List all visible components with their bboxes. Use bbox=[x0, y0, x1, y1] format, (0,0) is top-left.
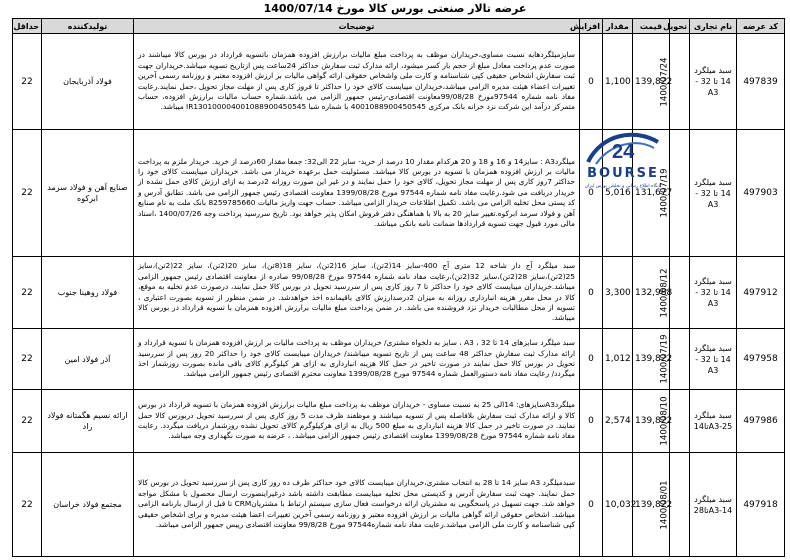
cell-code: 497839 bbox=[737, 34, 785, 130]
cell-symbol: سبد میلگرد A3-14تا28 bbox=[690, 453, 737, 557]
delivery-date: 1400/07/24 bbox=[659, 57, 670, 106]
cell-producer: ارائه نسیم هگمتانه فولاد راد bbox=[42, 390, 134, 453]
header-price: قیمت bbox=[633, 19, 670, 34]
cell-price: 139,822 bbox=[633, 390, 670, 453]
delivery-date: 1400/07/19 bbox=[659, 334, 670, 384]
cell-symbol: سبد میلگرد 14 تا 32 - A3 bbox=[690, 130, 737, 257]
cell-price: 131,677 bbox=[633, 130, 670, 257]
cell-increase: 0 bbox=[580, 34, 603, 130]
cell-delivery bbox=[659, 390, 690, 453]
watermark-subtitle: پایگاه اطلاع رسانی و تحلیلی بورس ایران bbox=[584, 184, 662, 189]
bourse-logo-icon bbox=[582, 128, 664, 168]
cell-producer: مجتمع فولاد خراسان bbox=[42, 453, 134, 557]
header-code: کد عرضه bbox=[737, 19, 785, 34]
watermark-brand: BOURSE bbox=[587, 166, 659, 181]
cell-quantity: 5,016 bbox=[603, 130, 633, 257]
cell-increase: 0 bbox=[580, 390, 603, 453]
cell-delivery bbox=[659, 257, 690, 329]
cell-quantity: 10,032 bbox=[603, 453, 633, 557]
cell-description: میلگردA3 : سایز14 و 16 و 18 و 20 هرکدام مقدار 10 درصد از خرید- سایز 22 الی32: جمعا مقدار 60درصد از خرید. خریدار ملزم به پرداخت مالیات بر ارزش افزوده همزمان با تسویه در بورس کالا میباشد. مسئولیت حمل برعهده خریدار می باشد. خریداران میبایست کالای خود را حداکثر 7روز کاری پس از مهلت مجاز تحویل، کالای خود را حمل نمایند و در غیر این صورت روزانه 2درصد به ازای ارزش کالای حمل نشده از خریدار دریافت می شود.رعایت مفاد نامه شماره 97544 مورخ 1399/08/28 معاونت اقتصادی رئیس جمهور الزامی می باشد. تطابق آدرس و کد پستی محل تخلیه الزامی می باشد. تکمیل اطلاعات خریدار الزامی میباشد. حساب جهت واریز مالیات 8259785660 بانک ملت به نام صنایع آهن و فولاد سرمد ابرکوه.تغییر سایز 20 به بالا با هماهنگی دفتر فروش امکان پذیر خواهد بود. تاریخ سررسید پرداخت وجه 1400/07/26 ،اسناد مالی مورد قبول جهت تسویه قراردادها ضمانت نامه بانکی میباشد. bbox=[134, 130, 580, 257]
cell-description: سبد میلگرد سایزهای 14 تا 32 ، A3 ، سایز به دلخواه مشتری/ خریداران موظف به پرداخت مالیات بر ارزش افزوده همزمان با تسویه قرارداد و ارائه مدارک ثبت سفارش حداکثر 48 ساعت پس از تاریخ تسویه میباشند/ خریداران میبایست کالای خود را حداکثر 20 روز پس از سررسید تحویل در بورس کالا حمل نمایند در صورت تاخیر در حمل کالا هزینه انبارداری به ازای هر کیلوگرم کالای باقی مانده بصورت روزشمار اخذ میگردد/ رعایت مفاد نامه دستورالعمل شماره 97544 مورخ 1399/08/28 معاونت محترم اقتصادی رئیس جمهور الزامی میباشد. bbox=[134, 329, 580, 390]
svg-text:24: 24 bbox=[612, 141, 635, 163]
cell-increase: 0 bbox=[580, 257, 603, 329]
cell-increase: 0 bbox=[580, 453, 603, 557]
cell-min: 22 bbox=[13, 453, 42, 557]
cell-code: 497903 bbox=[737, 130, 785, 257]
delivery-date: 1400/08/12 bbox=[659, 268, 670, 317]
table-row bbox=[13, 390, 785, 453]
cell-price: 139,822 bbox=[633, 329, 670, 390]
cell-symbol: سبد میلگرد 14 تا 32 - A3 bbox=[690, 329, 737, 390]
cell-quantity: 1,012 bbox=[603, 329, 633, 390]
table-row bbox=[13, 257, 785, 329]
header-symbol: نام تجاری bbox=[690, 19, 737, 34]
header-increase: افزایش bbox=[580, 19, 603, 34]
delivery-date: 1400/08/10 bbox=[659, 396, 670, 446]
cell-symbol: سبد میلگرد A3-25تا14 bbox=[690, 390, 737, 453]
cell-min: 22 bbox=[13, 390, 42, 453]
cell-increase: 0 bbox=[580, 329, 603, 390]
cell-producer: آذر فولاد امین bbox=[42, 329, 134, 390]
header-min: حداقل bbox=[13, 19, 42, 34]
table-row bbox=[13, 34, 785, 130]
header-producer: تولیدکننده bbox=[42, 19, 134, 34]
cell-min: 22 bbox=[13, 329, 42, 390]
cell-min: 22 bbox=[13, 257, 42, 329]
table-row bbox=[13, 453, 785, 557]
cell-code: 497912 bbox=[737, 257, 785, 329]
cell-producer: فولاد روهینا جنوب bbox=[42, 257, 134, 329]
page-title: عرضه تالار صنعتی بورس کالا مورخ 1400/07/14 bbox=[263, 2, 527, 15]
header-quantity: مقدار bbox=[603, 19, 633, 34]
cell-producer: فولاد آذربایجان bbox=[42, 34, 134, 130]
cell-quantity: 2,574 bbox=[603, 390, 633, 453]
table-header bbox=[13, 19, 785, 34]
delivery-date: 1400/07/19 bbox=[659, 168, 670, 218]
cell-price: 139,822 bbox=[633, 34, 670, 130]
cell-symbol: سبد میلگرد 14 تا 32 - A3 bbox=[690, 257, 737, 329]
cell-code: 497918 bbox=[737, 453, 785, 557]
cell-code: 497958 bbox=[737, 329, 785, 390]
header-delivery: تحویل bbox=[670, 19, 690, 34]
table-row bbox=[13, 329, 785, 390]
offerings-table bbox=[12, 18, 785, 557]
cell-description: میلگردA3سایزهای: 14الی 25 به نسبت مساوی - خریداران موظف به پرداخت مبلغ مالیات برارزش افزوده همزمان با تسویه قرارداد در بورس کالا و ارائه مدارک ثبت سفارش بلافاصله پس از تسویه میباشند و موظفند ظرف مدت 5 روز کاری پس از سررسید تحویل دربورس کالا حمل نمایند. در صورت تاخیر در حمل کالا هزینه انبارداری به مبلغ 500 ریال به ازای هرکیلوگرم کالای تحویل نشده روزشمار دریافت میگردد. رعایت مفاد نامه شماره 97544 مورخ 1399/08/28 معاونت اقتصادی رئیس جمهور الزامی میباشد. ، عرضه به صورت نگهداری وجه میباشد. bbox=[134, 390, 580, 453]
cell-increase: 0 bbox=[580, 130, 603, 257]
cell-delivery bbox=[659, 34, 690, 130]
cell-price: 139,822 bbox=[633, 453, 670, 557]
cell-delivery bbox=[659, 329, 690, 390]
cell-quantity: 3,300 bbox=[603, 257, 633, 329]
cell-description: سبد میلگرد آج دار شاخه 12 متری آج 400-سایز 14(2تن)، سایز 16(2تن)، سایز 18(8تن)، سایز 20(2تن)، سایز 22(2تن)،سایز 25(2تن)،سایز 28(2تن)،سایز 32(2تن)،رعایت مفاد نامه شماره 97544 مورخ 99/08/28 صادره از معاونت اقتصادی رئیس جمهور الزامی میباشد.خریداران میبایست کالای خود را حداکثر تا 7 روز کاری پس از سررسید تحویل در بورس کالا حمل نمایند، درصورت عدم تخلیه به موقع، کالا در محل مقرر هزینه انبارداری روزانه به میزان 2درصدارزش کالای باقیمانده اخذ خواهدشد. در ضمن منظور از تسویه بصورت اعتباری ، تسویه از محل مطالبات خریدار نزد فروشنده می باشد. در ضمن پرداخت مبلغ مالیات برارزش افزوده همزمان با تسویه قرارداد در بورس کالا میباشد. bbox=[134, 257, 580, 329]
cell-price: 132,988 bbox=[633, 257, 670, 329]
cell-min: 22 bbox=[13, 34, 42, 130]
cell-description: سایزمیلگردهابه نسبت مساوی،خریداران موظف به پرداخت مبلغ مالیات برارزش افزوده همزمان باتسویه قرارداد در بورس کالا میباشند در صورت عدم پرداخت معادل مبلغ از حجم بار کسر میشود، ارائه مدارک ثبت سفارش حداکثر 24ساعت پس ازتاریخ تسویه میباشد.خریداران جهت ثبت سفارش اشخاص حقیقی کپی شناسنامه و کارت ملی واشخاص حقوقی ارائه گواهی مالیات بر ارزش افزوده معتبر و روزنامه رسمی آخرین تغییرات اعضاء هیئت مدیره الزامی میباشد،خریداران میبایست کالای خود را حداکثر تا فروز کاری پس از مهلت مجاز تحویل ،حمل نمایند.رعایت مفاد نامه شماره 97544مورخ 99/08/28معاونت اقتصادی-رئیس جمهور الزامی می باشد.شماره حساب مالیات برارزش افزوده، حساب متمرکز درآمد این شرکت نزد خزانه بانک مرکزی 4001088900450545 با شماره شبا IR130100004001088900450545 میباشد. bbox=[134, 34, 580, 130]
cell-description: سبدمیلگرد A3 سایز 14 تا 28 به انتخاب مشتری،خریداران میبایست کالای خود حداکثر ظرف ده روز کاری پس از سررسید تحویل در بورس کالا حمل نمایند. جهت ثبت سفارش آدرس و کدپستی محل تخلیه میبایست مطابقت داشته باشد درغیراینصورت ارسال محصول با مشکل مواجه خواهد شد. جهت تسهیل در پاسخگویی به مشتریان ارائه درخواست فعال سازی سیستم ارتباط با مشتریانCRM تا قبل از ارسال بارنامه الزامی میباشد. اشخاص حقوقی ارائه گواهی مالیات بر ارزش افزوده معتبر و روزنامه رسمی آخرین تغییرات اعضا هیئت مدیره و برای اشخاص حقیقی کپی شناسنامه و کارت ملی الزامی میباشد.رعایت مفاد نامه شماره97544 مورخ 99/8/28 معاونت اقتصادی رییس جمهور الزامی میباشد. bbox=[134, 453, 580, 557]
bourse-watermark bbox=[568, 128, 678, 200]
delivery-date: 1400/08/01 bbox=[659, 480, 670, 529]
cell-symbol: سبد میلگرد 14 تا 32 - A3 bbox=[690, 34, 737, 130]
cell-delivery bbox=[659, 453, 690, 557]
cell-producer: صنایع آهن و فولاد سرمد ابرکوه bbox=[42, 130, 134, 257]
cell-quantity: 1,100 bbox=[603, 34, 633, 130]
header-description: توضیحات bbox=[134, 19, 580, 34]
cell-min: 22 bbox=[13, 130, 42, 257]
cell-code: 497986 bbox=[737, 390, 785, 453]
